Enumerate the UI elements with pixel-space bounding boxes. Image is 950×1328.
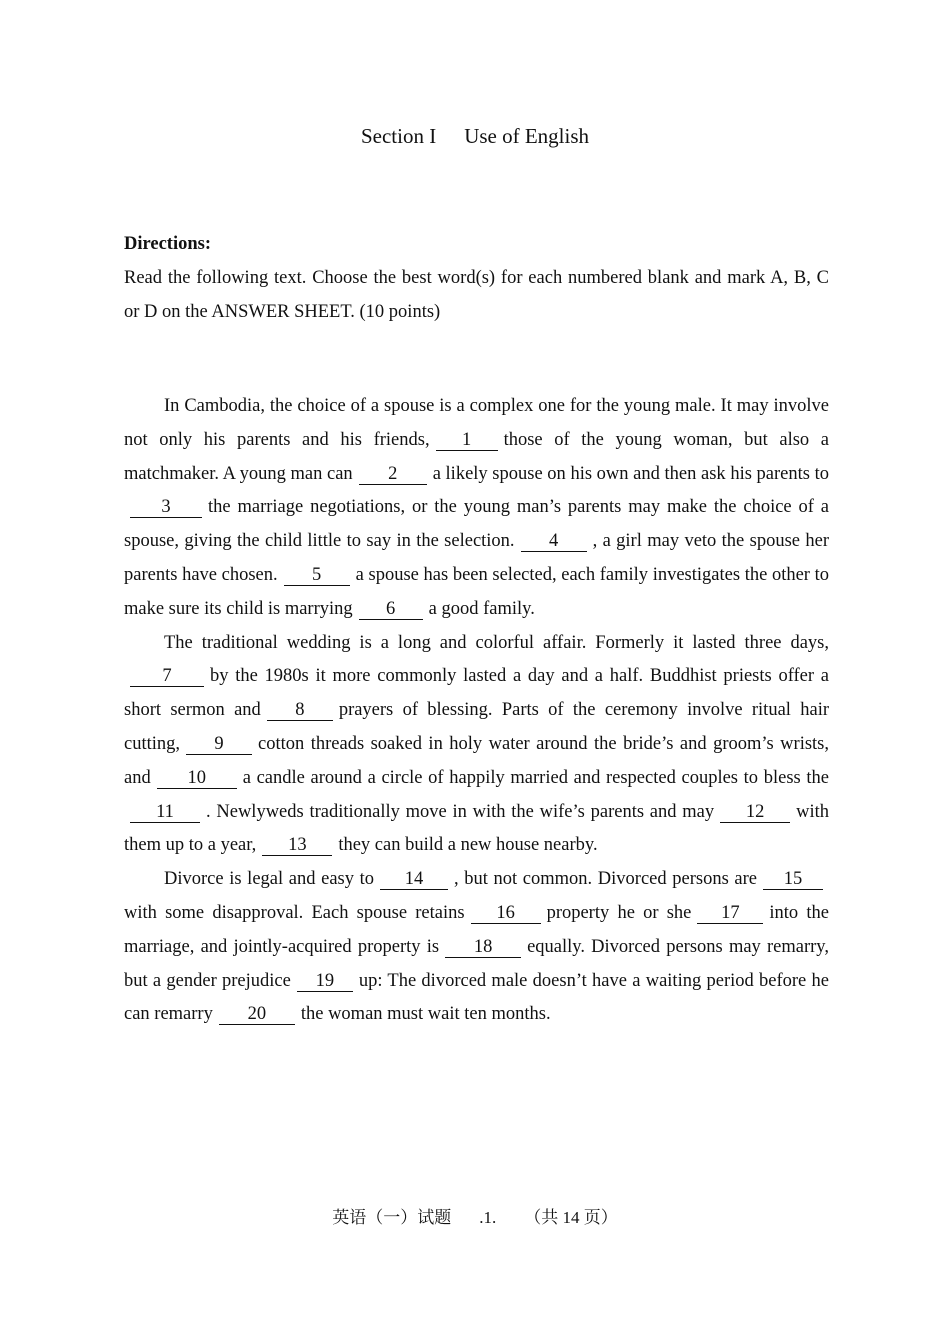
directions-heading: Directions: xyxy=(124,234,211,254)
section-title xyxy=(0,124,950,149)
paragraph-1 xyxy=(124,390,829,627)
blank-14: 14 xyxy=(380,869,448,890)
blank-8: 8 xyxy=(267,700,333,721)
passage-text: with them up to a year, xyxy=(124,801,829,856)
passage-text: In Cambodia, the choice of a spouse is a complex one for the young male. It may involve not only his parents and his friends, xyxy=(124,396,829,450)
passage-text: into the marriage, and jointly-acquired property is xyxy=(124,902,829,957)
blank-1: 1 xyxy=(436,430,498,451)
paragraph-2 xyxy=(124,627,829,864)
passage-text: the marriage negotiations, or the young man’s parents may make the choice of a spouse, giving the child little to say in the selection. xyxy=(124,497,829,552)
passage-text: , a girl may veto the spouse her parents have chosen. xyxy=(124,531,829,585)
blank-6: 6 xyxy=(359,599,423,620)
directions-text: Read the following text. Choose the best word(s) for each numbered blank and mark A, B, C or D on the ANSWER SHEET. (10 points) xyxy=(124,268,829,322)
section-number: Section I xyxy=(360,124,437,148)
passage-text: property he or she xyxy=(546,902,692,923)
passage-text: a spouse has been selected, each family investigates the other to make sure its child is marrying xyxy=(124,564,829,619)
passage-text: with some disapproval. Each spouse retains xyxy=(124,902,465,923)
passage-text: cotton threads soaked in holy water around the bride’s and groom’s wrists, and xyxy=(124,733,829,788)
blank-13: 13 xyxy=(262,835,332,856)
passage-text: a likely spouse on his own and then ask his parents to xyxy=(432,463,829,484)
page-footer xyxy=(0,1203,950,1228)
passage-text: up: The divorced male doesn’t have a waiting period before he can remarry xyxy=(124,970,829,1025)
blank-5: 5 xyxy=(284,565,350,586)
passage-text: equally. Divorced persons may remarry, but a gender prejudice xyxy=(124,936,829,991)
blank-4: 4 xyxy=(521,531,587,552)
passage-text: a candle around a circle of happily married and respected couples to bless the xyxy=(242,767,829,788)
blank-17: 17 xyxy=(697,903,763,924)
passage-text: . Newlyweds traditionally move in with the wife’s parents and may xyxy=(206,801,715,822)
directions xyxy=(124,227,829,329)
blank-19: 19 xyxy=(297,971,353,992)
passage xyxy=(124,390,829,1032)
passage-text: by the 1980s it more commonly lasted a day and a half. Buddhist priests offer a short sermon and xyxy=(124,666,829,721)
passage-text: those of the young woman, but also a matchmaker. A young man can xyxy=(124,429,829,484)
blank-16: 16 xyxy=(471,903,541,924)
footer-total-pages: （共 14 页） xyxy=(524,1208,618,1227)
footer-page-number: .1. xyxy=(479,1208,497,1227)
blank-10: 10 xyxy=(157,768,237,789)
paragraph-3 xyxy=(124,863,829,1032)
blank-11: 11 xyxy=(130,802,200,823)
passage-text: , but not common. Divorced persons are xyxy=(454,869,757,890)
passage-text: they can build a new house nearby. xyxy=(338,835,598,856)
passage-text: Divorce is legal and easy to xyxy=(164,869,374,890)
blank-9: 9 xyxy=(186,734,252,755)
passage-text: the woman must wait ten months. xyxy=(300,1004,551,1025)
blank-7: 7 xyxy=(130,666,204,687)
blank-3: 3 xyxy=(130,497,202,518)
blank-12: 12 xyxy=(720,802,790,823)
footer-exam-name: 英语（一）试题 xyxy=(332,1208,452,1227)
blank-15: 15 xyxy=(763,869,823,890)
blank-18: 18 xyxy=(445,937,521,958)
passage-text: prayers of blessing. Parts of the ceremony involve ritual hair cutting, xyxy=(124,700,829,754)
blank-2: 2 xyxy=(359,464,427,485)
blank-20: 20 xyxy=(219,1004,295,1025)
passage-text: a good family. xyxy=(428,598,535,619)
section-name: Use of English xyxy=(464,124,590,148)
passage-text: The traditional wedding is a long and colorful affair. Formerly it lasted three days, xyxy=(164,632,829,653)
